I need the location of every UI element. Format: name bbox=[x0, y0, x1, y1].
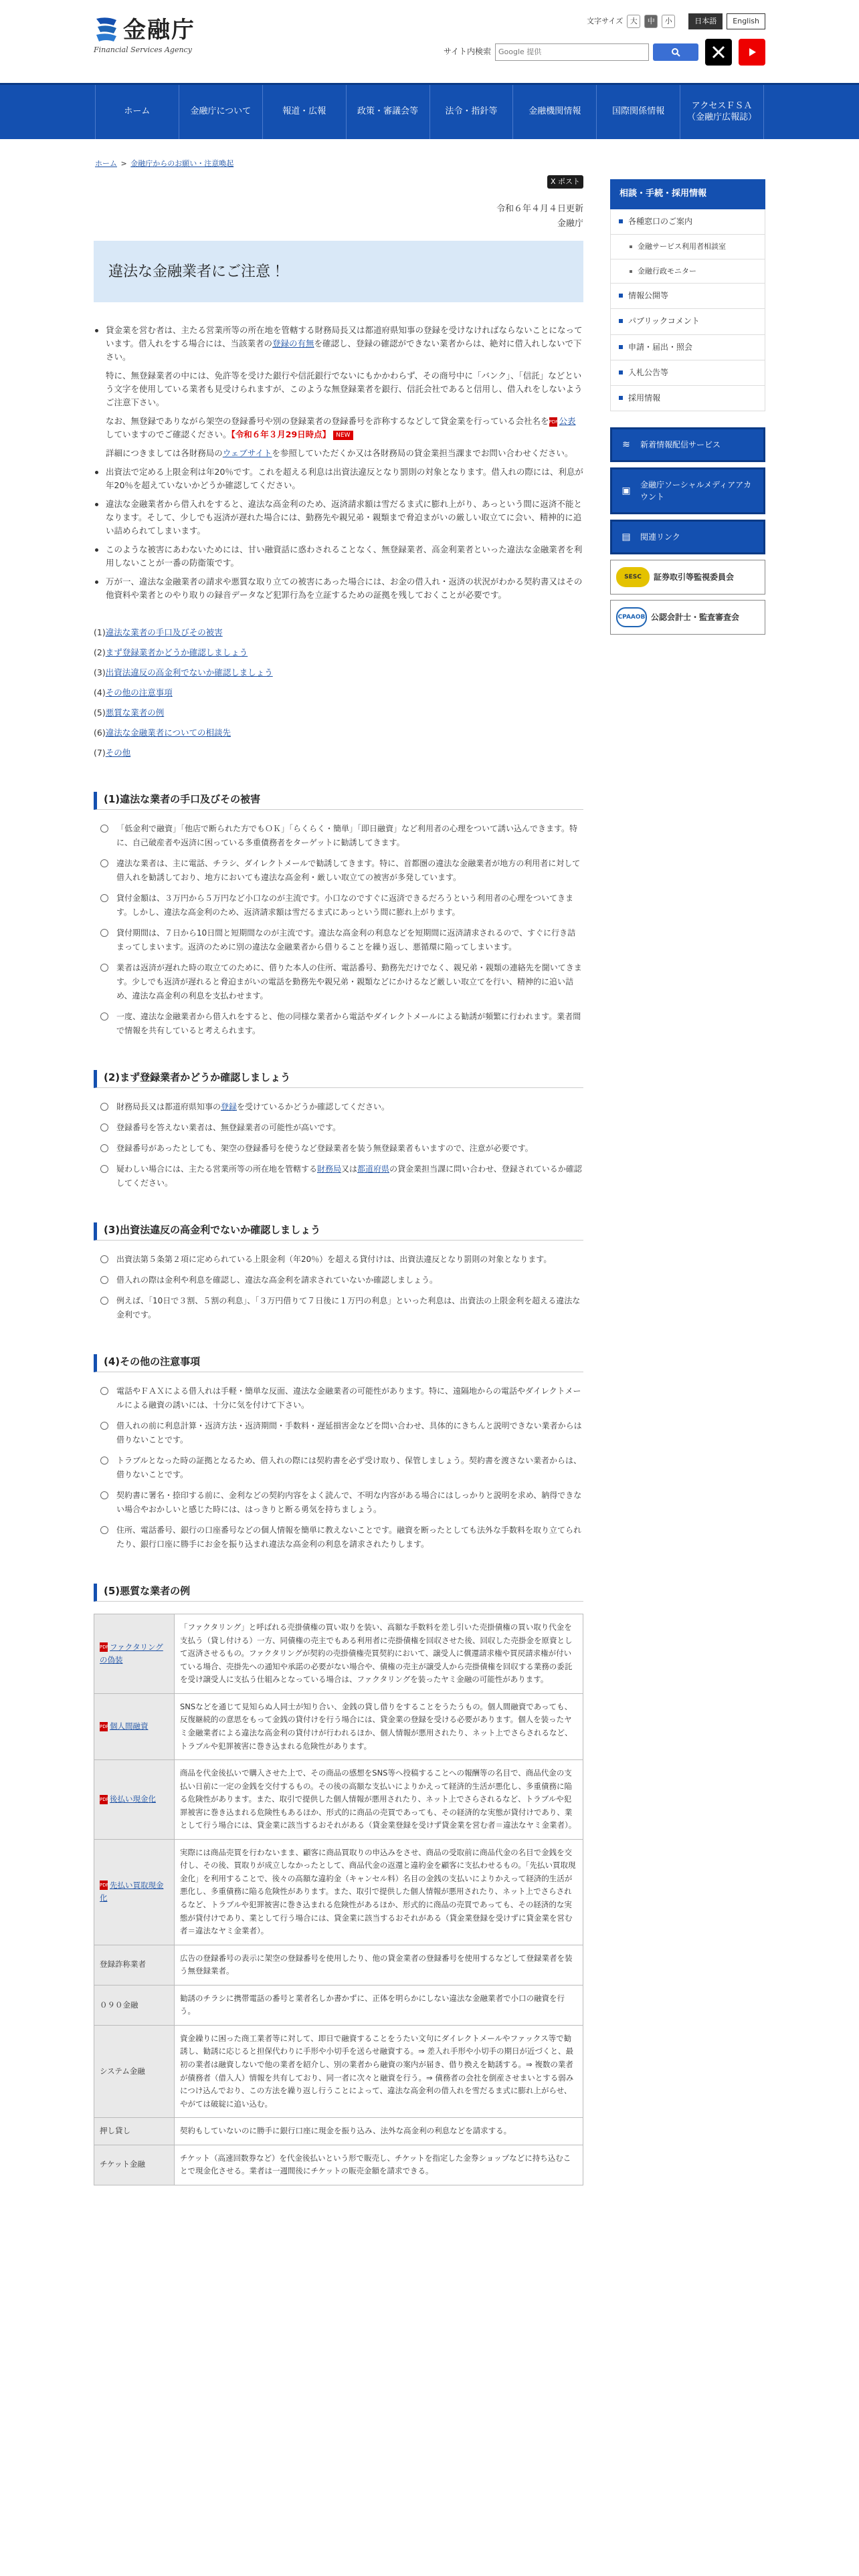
list-item: 登録番号があったとしても、架空の登録番号を使うなど登録業者を装う無登録業者もいますので、注意が必要です。 bbox=[94, 1142, 583, 1156]
section-5 bbox=[94, 1584, 583, 2185]
table-row bbox=[94, 1945, 583, 1985]
section-heading: (3)出資法違反の高金利でないか確認しましょう bbox=[94, 1222, 583, 1241]
intro-bullet: 違法な金融業者から借入れをすると、違法な高金利のため、返済請求額は雪だるま式に膨れ上がり、あっという間に返済不能となります。そして、少しでも返済が遅れた場合には、勤務先や親兄弟・親類まで脅迫まがいの厳しい取立てに会い、精神的に追い詰められてしまいます。 bbox=[94, 498, 583, 538]
section-3 bbox=[94, 1222, 583, 1322]
intro-text: を確認し、登録の確認ができない業者からは、絶対に借入れしないで下さい。 bbox=[106, 338, 582, 362]
list-item: 貸付金額は、３万円から５万円など小口なのが主流です。小口なのですぐに返済できるだろうという利用者の心理をついてきます。しかし、違法な高金利のため、返済請求額は雪だるま式にあっという間に膨れ上がります。 bbox=[94, 891, 583, 920]
case-name-cell: チケット金融 bbox=[94, 2145, 175, 2185]
toc-number: (3) bbox=[94, 667, 106, 678]
toc-number: (7) bbox=[94, 748, 106, 758]
sidebar-item[interactable]: 金融サービス利用者相談室 bbox=[611, 235, 765, 259]
search-button[interactable] bbox=[653, 43, 698, 61]
toc-link[interactable]: 悪質な業者の例 bbox=[105, 708, 165, 718]
nav-item-3[interactable]: 政策・審議会等 bbox=[346, 85, 430, 139]
registration-check-link[interactable]: 登録の有無 bbox=[272, 338, 314, 349]
case-name-cell bbox=[94, 1693, 175, 1759]
toc-number: (6) bbox=[94, 728, 106, 738]
list-item: 住所、電話番号、銀行の口座番号などの個人情報を簡単に教えないことです。融資を断ったとしても法外な手数料を取り立てられたり、銀行口座に勝手にお金を振り込まれ違法な高金利の利息を請求されたりします。 bbox=[94, 1523, 583, 1551]
news-delivery-button[interactable] bbox=[610, 427, 765, 462]
table-row bbox=[94, 2025, 583, 2117]
list-item-text: 疑わしい場合には、主たる営業所等の所在地を管轄する bbox=[116, 1164, 318, 1174]
wifi-icon: ≋ bbox=[622, 439, 630, 451]
intro-bullet: 万が一、違法な金融業者の請求や悪質な取り立ての被害にあった場合には、お金の借入れ・返済の状況がわかる契約書又はその他資料や業者とのやり取りの録音データなど犯罪行為を立証するための証拠を残しておくことが必要です。 bbox=[94, 575, 583, 602]
breadcrumb-separator: > bbox=[120, 159, 127, 168]
breadcrumb bbox=[94, 158, 859, 170]
list-item: 違法な業者は、主に電話、チラシ、ダイレクトメールで勧誘してきます。特に、首都圏の違法な金融業者が地方の利用者に対して借入れを勧誘しており、地方においても違法な高金利・厳しい取立ての被害が多発しています。 bbox=[94, 857, 583, 885]
nav-item-0[interactable]: ホーム bbox=[95, 85, 179, 139]
sidebar-item[interactable]: 入札公告等 bbox=[611, 360, 765, 386]
nav-item-7[interactable]: アクセスＦＳＡ （金融庁広報誌） bbox=[680, 85, 764, 139]
sesc-logo: SESC bbox=[616, 567, 650, 587]
case-pdf-link[interactable]: 個人間融資 bbox=[110, 1721, 149, 1731]
list-item: 一度、違法な金融業者から借入れをすると、他の同様な業者から電話やダイレクトメールによる勧誘が頻繁に行われます。業者間で情報を共有していると考えられます。 bbox=[94, 1010, 583, 1038]
sidebar-item[interactable]: 採用情報 bbox=[611, 386, 765, 411]
cpaaob-banner[interactable] bbox=[610, 600, 765, 635]
toc-item bbox=[94, 686, 583, 700]
pdf-icon: PDF bbox=[100, 1642, 108, 1652]
case-pdf-link[interactable]: 後払い現金化 bbox=[110, 1794, 156, 1804]
breadcrumb-current-link[interactable]: 金融庁からのお願い・注意喚起 bbox=[130, 159, 234, 168]
sidebar-item[interactable]: 情報公開等 bbox=[611, 284, 765, 309]
case-description-cell: 契約もしていないのに勝手に銀行口座に現金を振り込み、法外な高金利の利息などを請求する。 bbox=[175, 2118, 583, 2145]
youtube-social-button[interactable] bbox=[739, 39, 765, 66]
pdf-icon: PDF bbox=[100, 1881, 108, 1890]
list-item: 契約書に署名・捺印する前に、金利などの契約内容をよく読んで、不明な内容がある場合にはしっかりと説明を求め、納得できない場合やおかしいと感じた時には、はっきりと断る勇気を持ちましょう。 bbox=[94, 1489, 583, 1517]
pdf-icon: PDF bbox=[549, 417, 557, 427]
nav-item-1[interactable]: 金融庁について bbox=[179, 85, 262, 139]
font-size-large-button[interactable]: 大 bbox=[627, 15, 640, 28]
case-description-cell: チケット（高速回数券など）を代金後払いという形で販売し、チケットを指定した金券ショップなどに持ち込むことで現金化させる。業者は一週間後にチケットの販売金額を請求できる。 bbox=[175, 2145, 583, 2185]
case-name-cell: ０９０金融 bbox=[94, 1985, 175, 2025]
lang-japanese-button[interactable]: 日本語 bbox=[688, 13, 723, 29]
x-logo-icon bbox=[711, 45, 726, 60]
case-description-cell: 実際には商品売買を行わないまま、顧客に商品買取りの申込みをさせ、商品の受取前に商品代金の名目で金銭を交付し、その後、買取りが成立しなかったとして、商品代金の返還と違約金を顧客に支払わせるもの。「先払い買取現金化」を利用することで、後々の高額な違約金（キャンセル料）名目の金銭の支払いによりかえって経済的生活が悪化し、多重債務に陥る危険性があります。また、取引で提供した個人情報が悪用されたり、ネット上でさらされるなど、トラブルや犯罪被害に巻き込まれる危険性があるほか、形式的に商品の売買であっても、その経済的な実態が貸付けであり、業として行う場合には、貸金業に該当するおそれがある（貸金業登録を受けずに貸金業を営む者＝違法なヤミ金業者）。 bbox=[175, 1839, 583, 1945]
case-name-cell: 登録詐称業者 bbox=[94, 1945, 175, 1985]
list-item: 例えば、「10日で３割、５割の利息」、「３万円借りて７日後に１万円の利息」といった利息は、出資法の上限金利を超える違法な金利です。 bbox=[94, 1294, 583, 1322]
list-item bbox=[94, 1100, 583, 1114]
intro-paragraph bbox=[94, 447, 583, 460]
lang-english-button[interactable]: English bbox=[727, 13, 765, 29]
table-of-contents bbox=[94, 626, 583, 760]
pdf-icon: PDF bbox=[100, 1795, 108, 1804]
font-size-medium-button[interactable]: 中 bbox=[644, 15, 658, 28]
intro-text: なお、無登録でありながら架空の登録番号や別の登録業者の登録番号を詐称するなどして貸金業を行っている会社名を bbox=[106, 416, 549, 427]
pdf-icon: PDF bbox=[100, 1722, 108, 1731]
share-icon: ▣ bbox=[622, 486, 631, 497]
list-item-text: 財務局長又は都道府県知事の bbox=[116, 1102, 221, 1112]
section-heading: (2)まず登録業者かどうか確認しましょう bbox=[94, 1070, 583, 1088]
list-item bbox=[94, 1162, 583, 1190]
case-description-cell: 資金繰りに困った商工業者等に対して、即日で融資することをうたい文句にダイレクトメールやファックス等で勧誘し、勧誘に応じると担保代わりに手形や小切手を送らせ融資する。⇒ 差入れ手形や小切手の期日が近づくと、最初の業者は融資しないで他の業者を紹介し、別の業者から融資の案内が届き、借り換えを勧誘する。⇒ 複数の業者が債務者（借入人）情報を共有しており、同一者に次々と融資を行う。⇒ 債務者の会社を倒産させまいとする弱みにつけ込んでおり、この方法を繰り返し行うことによって、違法な高金利の借入れを雪だるま式に膨れ上がらせ、やがては破綻に追い込む。 bbox=[175, 2025, 583, 2117]
intro-text: 詳細につきましては各財務局の bbox=[106, 448, 223, 459]
intro-bullet bbox=[94, 324, 583, 364]
fsa-logo-mark-icon bbox=[94, 16, 120, 44]
section-2 bbox=[94, 1070, 583, 1190]
breadcrumb-home-link[interactable]: ホーム bbox=[95, 159, 117, 168]
list-item: 「低金利で融資」「他店で断られた方でもＯＫ」「らくらく・簡単」「即日融資」など利用者の心理をついて誘い込んできます。特に、自己破産者や返済に困っている多重債務者をターゲットに勧誘してきます。 bbox=[94, 822, 583, 850]
toc-link[interactable]: その他 bbox=[105, 748, 131, 758]
nav-item-5[interactable]: 金融機関情報 bbox=[512, 85, 596, 139]
toc-item bbox=[94, 666, 583, 679]
toc-item bbox=[94, 626, 583, 639]
sidebar-item[interactable]: 各種窓口のご案内 bbox=[611, 209, 765, 235]
case-pdf-link[interactable]: ファクタリングの偽装 bbox=[100, 1642, 163, 1665]
intro-text: していますのでご確認ください。 bbox=[106, 429, 231, 440]
toc-link[interactable]: その他の注意事項 bbox=[105, 687, 173, 698]
intro-paragraph: 特に、無登録業者の中には、免許等を受けた銀行や信託銀行でないにもかかわらず、その商号中に「バンク」、「信託」などという文字を使用している業者も見受けられますが、このような無登録業者を銀行、信託会社であると信用し、借入れをしないようご注意下さい。 bbox=[106, 370, 583, 408]
toc-number: (2) bbox=[94, 647, 106, 658]
list-item: 業者は返済が遅れた時の取立てのために、借りた本人の住所、電話番号、勤務先だけでなく、親兄弟・親類の連絡先を聞いてきます。少しでも返済が遅れると脅迫まがいの電話を勤務先や親兄弟・親類などにかけるなど厳しい取立てを行い、精神的に追い詰め、違法な高金利の利息を支払わせます。 bbox=[94, 961, 583, 1003]
organization-name: 金融庁 bbox=[557, 219, 583, 229]
toc-number: (1) bbox=[94, 627, 106, 638]
toc-link[interactable]: 違法な業者の手口及びその被害 bbox=[105, 627, 223, 638]
x-social-button[interactable] bbox=[705, 39, 732, 66]
table-row bbox=[94, 1614, 583, 1694]
main-content bbox=[94, 175, 583, 2185]
new-badge: NEW bbox=[333, 431, 353, 440]
table-row bbox=[94, 1985, 583, 2025]
page-title-box bbox=[94, 241, 583, 302]
list-item-text: を受けているかどうか確認してください。 bbox=[237, 1102, 390, 1112]
list-item: 借入れの前に利息計算・返済方法・返済期間・手数料・遅延損害金などを問い合わせ、具体的にきちんと説明できない業者からは借りないことです。 bbox=[94, 1419, 583, 1447]
intro-bullet: 出資法で定める上限金利は年20％です。これを超える利息は出資法違反となり罰則の対象となります。借入れの際には、利息が年20％を超えていないかどうか確認してください。 bbox=[94, 465, 583, 492]
list-item: 出資法第５条第２項に定められている上限金利（年20％）を超える貸付けは、出資法違反となり罰則の対象となります。 bbox=[94, 1253, 583, 1267]
list-item: トラブルとなった時の証拠となるため、借入れの際には契約書を必ず受け取り、保管しましょう。契約書を渡さない業者からは、借りないことです。 bbox=[94, 1454, 583, 1482]
news-delivery-label: 新着情報配信サービス bbox=[640, 440, 721, 450]
prefecture-link[interactable]: 都道府県 bbox=[357, 1164, 390, 1174]
section-1 bbox=[94, 792, 583, 1038]
case-description-cell: 商品を代金後払いで購入させた上で、その商品の感想をSNS等へ投稿することへの報酬等の名目で、商品代金の支払い日前に一定の金銭を交付するもの。その後の高額な支払いによりかえって経済的生活が悪化し、多重債務に陥る危険性があります。また、取引で提供した個人情報が悪用されたり、ネット上でさらされるなど、トラブルや犯罪被害に巻き込まれる危険性もあるほか、形式的に商品の売買であっても、その経済的な実態が貸付けであり、業として行う場合には、貸金業に該当するおそれがある（貸金業登録を受けず貸金業を営む者＝違法なヤミ金業者）。 bbox=[175, 1760, 583, 1840]
table-row bbox=[94, 2118, 583, 2145]
published-list-link[interactable]: 公表 bbox=[559, 416, 576, 427]
sidebar-item[interactable]: 申請・届出・照会 bbox=[611, 335, 765, 360]
sesc-banner[interactable] bbox=[610, 560, 765, 595]
global-nav bbox=[0, 83, 859, 139]
cpaaob-banner-label: 公認会計士・監査審査会 bbox=[651, 612, 740, 622]
sidebar-item[interactable]: パブリックコメント bbox=[611, 309, 765, 334]
list-item: 借入れの際は金利や利息を確認し、違法な高金利を請求されていないか確認しましょう。 bbox=[94, 1273, 583, 1287]
nav-item-2[interactable]: 報道・広報 bbox=[262, 85, 346, 139]
list-item-text: 又は bbox=[341, 1164, 358, 1174]
case-description-cell: SNSなどを通じて見知らぬ人同士が知り合い、金銭の貸し借りをすることをうたうもの。個人間融資であっても、反復継続的の意思をもって金銭の貸付けを行う場合には、貸金業の登録を受ける必要があります。個人を装ったヤミ金融業者による違法な高金利の貸付けが行われるほか、個人情報が悪用されたり、ネット上でさらされるなど、トラブルや犯罪被害に巻き込まれる危険性があります。 bbox=[175, 1693, 583, 1759]
fsa-logo[interactable] bbox=[94, 15, 207, 55]
toc-item bbox=[94, 746, 583, 760]
related-links-label: 関連リンク bbox=[640, 532, 680, 542]
table-row bbox=[94, 1693, 583, 1759]
as-of-date-text: 【令和６年３月29日時点】 bbox=[231, 429, 331, 440]
case-description-cell: 広告の登録番号の表示に架空の登録番号を使用したり、他の貸金業者の登録番号を使用するなどして登録業者を装う無登録業者。 bbox=[175, 1945, 583, 1985]
youtube-play-icon bbox=[745, 45, 759, 59]
table-row bbox=[94, 1760, 583, 1840]
cpaaob-logo: CPAAOB bbox=[616, 607, 647, 627]
list-item: 登録番号を答えない業者は、無登録業者の可能性が高いです。 bbox=[94, 1121, 583, 1135]
case-description-cell: 勧誘のチラシに携帯電話の番号と業者名しか書かずに、正体を明らかにしない違法な金融業者で小口の融資を行う。 bbox=[175, 1985, 583, 2025]
section-heading: (5)悪質な業者の例 bbox=[94, 1584, 583, 1602]
social-media-accounts-button[interactable] bbox=[610, 467, 765, 514]
case-name-cell: 押し貸し bbox=[94, 2118, 175, 2145]
site-header bbox=[0, 0, 859, 83]
section-heading: (1)違法な業者の手口及びその被害 bbox=[94, 792, 583, 810]
font-size-label: 文字サイズ bbox=[587, 17, 624, 25]
toc-item bbox=[94, 646, 583, 659]
toc-number: (4) bbox=[94, 687, 106, 698]
case-name-cell: システム金融 bbox=[94, 2025, 175, 2117]
intro-text: 貸金業を営む者は、主たる営業所等の所在地を管轄する財務局長又は都道府県知事の登録を受けなければならないことになっています。借入れをする場合には、当該業者の bbox=[106, 325, 583, 349]
table-row bbox=[94, 2145, 583, 2185]
toc-link[interactable]: 出資法違反の高金利でないか確認しましょう bbox=[105, 667, 273, 678]
font-size-small-button[interactable]: 小 bbox=[662, 15, 675, 28]
toc-link[interactable]: 違法な金融業者についての相談先 bbox=[105, 728, 231, 738]
finance-bureau-website-link[interactable]: ウェブサイト bbox=[222, 448, 272, 459]
case-name-cell bbox=[94, 1614, 175, 1694]
nav-item-6[interactable]: 国際関係情報 bbox=[596, 85, 680, 139]
sidebar-item[interactable]: 金融行政モニター bbox=[611, 259, 765, 284]
list-item: 電話やＦＡＸによる借入れは手軽・簡単な反面、違法な金融業者の可能性があります。特に、遠隔地からの電話やダイレクトメールによる融資の誘いには、十分に気を付けて下さい。 bbox=[94, 1384, 583, 1412]
intro-text: を参照していただくか又は各財務局の貸金業担当課までお問い合わせください。 bbox=[272, 448, 573, 459]
toc-link[interactable]: まず登録業者かどうか確認しましょう bbox=[105, 647, 248, 658]
section-heading: (4)その他の注意事項 bbox=[94, 1354, 583, 1372]
toc-item bbox=[94, 726, 583, 740]
search-icon bbox=[671, 47, 680, 57]
registration-link[interactable]: 登録 bbox=[221, 1102, 237, 1112]
intro-paragraph bbox=[94, 415, 583, 441]
site-search-label: サイト内検索 bbox=[443, 47, 491, 56]
social-media-accounts-label: 金融庁ソーシャルメディアアカウント bbox=[640, 480, 752, 502]
section-4 bbox=[94, 1354, 583, 1551]
page-title: 違法な金融業者にご注意！ bbox=[108, 263, 286, 280]
related-links-button[interactable] bbox=[610, 520, 765, 554]
toc-number: (5) bbox=[94, 708, 106, 718]
header-tools bbox=[444, 13, 765, 66]
toc-item bbox=[94, 706, 583, 720]
nav-item-4[interactable]: 法令・指針等 bbox=[430, 85, 513, 139]
sesc-banner-label: 証券取引等監視委員会 bbox=[654, 572, 735, 582]
case-description-cell: 「ファクタリング」と呼ばれる売掛債権の買い取りを装い、高額な手数料を差し引いた売掛債権の買い取り代金を支払う（貸し付ける）一方、同債権の売主でもある利用者に売掛債権を回収させた後、回収した売掛金を原資として返済させるもの。ファクタリングが契約の売掛債権売買契約において、譲受人に償還請求権や買戻請求権が付いている場合、売掛先への通知や承諾の必要がない場合や、債権の売主が譲受人から売掛債権を回収する業務の委託を受け譲受人に支払う仕組みとなっている場合は、ファクタリングを装ったヤミ金融の可能性があります。 bbox=[175, 1614, 583, 1694]
case-name-cell bbox=[94, 1839, 175, 1945]
sidebar-heading: 相談・手続・採用情報 bbox=[610, 179, 765, 209]
finance-bureau-link[interactable]: 財務局 bbox=[317, 1164, 342, 1174]
intro-bullet: このような被害にあわないためには、甘い融資話に惑わされることなく、無登録業者、高金利業者といった違法な金融業者を利用しないことが一番の防衛策です。 bbox=[94, 543, 583, 570]
malicious-business-table bbox=[94, 1614, 583, 2185]
x-post-button[interactable]: X ポスト bbox=[547, 175, 583, 189]
intro-section bbox=[94, 324, 583, 602]
sidebar bbox=[610, 179, 765, 635]
table-row bbox=[94, 1839, 583, 1945]
link-icon: ▤ bbox=[622, 532, 631, 543]
logo-text: 金融庁 bbox=[123, 17, 195, 43]
update-date: 令和６年４月４日更新 bbox=[496, 204, 583, 214]
site-search-input[interactable]: Google 提供 bbox=[495, 43, 649, 61]
logo-english-text: Financial Services Agency bbox=[94, 45, 192, 54]
case-name-cell bbox=[94, 1760, 175, 1840]
case-pdf-link[interactable]: 先払い買取現金化 bbox=[100, 1880, 164, 1903]
list-item-text: の貸金業担当課に問い合わせ、登録されているか確認してください。 bbox=[116, 1164, 582, 1188]
list-item: 貸付期間は、７日から10日間と短期間なのが主流です。違法な高金利の利息などを短期間に返済請求されるので、すぐに行き詰まってしまいます。返済のために別の違法な金融業者から借りることを繰り返し、悪循環に陥ってしまいます。 bbox=[94, 926, 583, 954]
